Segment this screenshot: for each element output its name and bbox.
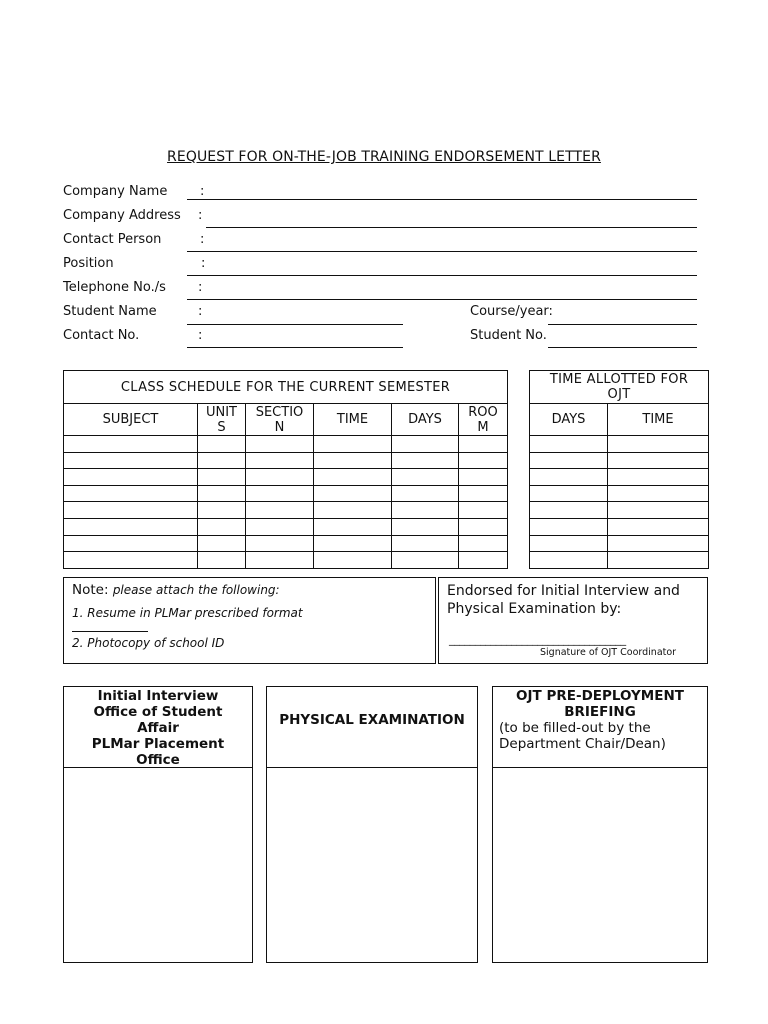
col-room bbox=[459, 404, 508, 436]
col-room-line1: ROO bbox=[468, 404, 498, 420]
initial-interview-line5: Office bbox=[136, 752, 180, 768]
table-cell[interactable] bbox=[608, 436, 709, 453]
table-cell[interactable] bbox=[392, 535, 459, 552]
note-label: Note: bbox=[72, 582, 109, 598]
col-units-line2: S bbox=[217, 419, 226, 435]
table-cell[interactable] bbox=[198, 469, 246, 486]
table-cell[interactable] bbox=[64, 552, 198, 569]
signature-caption: Signature of OJT Coordinator bbox=[540, 647, 677, 658]
table-row bbox=[64, 535, 508, 552]
company-address-label: Company Address bbox=[63, 208, 181, 223]
col-section-line1: SECTIO bbox=[255, 404, 304, 420]
table-cell[interactable] bbox=[246, 518, 314, 535]
table-cell[interactable] bbox=[314, 436, 392, 453]
table-cell[interactable] bbox=[530, 452, 608, 469]
initial-interview-line1: Initial Interview bbox=[97, 688, 219, 704]
table-cell[interactable] bbox=[459, 436, 508, 453]
table-row bbox=[530, 518, 709, 535]
note-intro: please attach the following: bbox=[112, 583, 280, 597]
class-schedule-heading: CLASS SCHEDULE FOR THE CURRENT SEMESTER bbox=[64, 371, 508, 404]
table-cell[interactable] bbox=[314, 552, 392, 569]
table-cell[interactable] bbox=[608, 518, 709, 535]
ojt-time-heading-line1: TIME ALLOTTED FOR bbox=[549, 372, 689, 387]
pre-deployment-line2: BRIEFING bbox=[564, 704, 636, 720]
table-row bbox=[530, 535, 709, 552]
colon: : bbox=[201, 256, 206, 271]
table-row bbox=[64, 502, 508, 519]
table-cell[interactable] bbox=[530, 469, 608, 486]
table-cell[interactable] bbox=[246, 469, 314, 486]
table-cell[interactable] bbox=[459, 452, 508, 469]
col-units bbox=[198, 404, 246, 436]
pre-deployment-line3: (to be filled-out by the bbox=[499, 720, 651, 736]
table-row bbox=[530, 452, 709, 469]
table-row bbox=[64, 518, 508, 535]
table-row bbox=[530, 469, 709, 486]
table-cell[interactable] bbox=[314, 518, 392, 535]
table-cell[interactable] bbox=[530, 535, 608, 552]
table-cell[interactable] bbox=[246, 485, 314, 502]
table-cell[interactable] bbox=[314, 469, 392, 486]
page-title: REQUEST FOR ON-THE-JOB TRAINING ENDORSEMENT LETTER bbox=[167, 149, 601, 165]
table-cell[interactable] bbox=[530, 502, 608, 519]
col-room-line2: M bbox=[477, 419, 489, 435]
student-name-label: Student Name bbox=[63, 304, 157, 319]
physical-examination-box bbox=[266, 686, 478, 963]
table-cell[interactable] bbox=[314, 535, 392, 552]
position-label: Position bbox=[63, 256, 114, 271]
student-name-field[interactable] bbox=[187, 324, 403, 325]
physical-examination-header: PHYSICAL EXAMINATION bbox=[267, 687, 477, 768]
table-row bbox=[64, 485, 508, 502]
table-cell[interactable] bbox=[608, 452, 709, 469]
table-cell[interactable] bbox=[198, 436, 246, 453]
table-row bbox=[530, 502, 709, 519]
col-time: TIME bbox=[314, 404, 392, 436]
endorsement-line1: Endorsed for Initial Interview and bbox=[447, 583, 680, 599]
table-cell[interactable] bbox=[608, 469, 709, 486]
table-cell[interactable] bbox=[314, 452, 392, 469]
table-cell[interactable] bbox=[392, 452, 459, 469]
colon: : bbox=[198, 208, 203, 223]
telephone-label: Telephone No./s bbox=[63, 280, 166, 295]
table-row bbox=[530, 552, 709, 569]
table-cell[interactable] bbox=[459, 518, 508, 535]
table-cell[interactable] bbox=[246, 502, 314, 519]
endorsement-box bbox=[438, 577, 708, 664]
table-cell[interactable] bbox=[64, 502, 198, 519]
table-cell[interactable] bbox=[608, 485, 709, 502]
col-section-line2: N bbox=[274, 419, 285, 435]
table-cell[interactable] bbox=[459, 485, 508, 502]
note-item-2: 2. Photocopy of school ID bbox=[72, 636, 225, 650]
table-cell[interactable] bbox=[64, 518, 198, 535]
note-box bbox=[63, 577, 436, 664]
ojt-time-heading bbox=[530, 371, 709, 404]
colon: : bbox=[198, 328, 203, 343]
initial-interview-header bbox=[64, 687, 252, 768]
initial-interview-box bbox=[63, 686, 253, 963]
table-cell[interactable] bbox=[246, 552, 314, 569]
table-cell[interactable] bbox=[392, 469, 459, 486]
student-no-label: Student No. bbox=[470, 328, 547, 343]
note-blank-line bbox=[72, 631, 148, 632]
table-cell[interactable] bbox=[459, 502, 508, 519]
table-cell[interactable] bbox=[392, 518, 459, 535]
table-cell[interactable] bbox=[246, 535, 314, 552]
pre-deployment-box bbox=[492, 686, 708, 963]
col-days: DAYS bbox=[392, 404, 459, 436]
company-address-field[interactable] bbox=[206, 227, 697, 228]
ojt-time-table bbox=[529, 370, 709, 569]
table-cell[interactable] bbox=[314, 485, 392, 502]
table-cell[interactable] bbox=[392, 485, 459, 502]
class-schedule-table bbox=[63, 370, 508, 569]
course-year-label: Course/year: bbox=[470, 304, 553, 319]
table-cell[interactable] bbox=[530, 485, 608, 502]
table-cell[interactable] bbox=[64, 436, 198, 453]
table-cell[interactable] bbox=[530, 436, 608, 453]
table-cell[interactable] bbox=[392, 436, 459, 453]
table-cell[interactable] bbox=[198, 518, 246, 535]
colon: : bbox=[200, 184, 205, 199]
table-cell[interactable] bbox=[314, 502, 392, 519]
table-cell[interactable] bbox=[608, 535, 709, 552]
colon: : bbox=[198, 304, 203, 319]
table-cell[interactable] bbox=[64, 469, 198, 486]
table-row bbox=[64, 469, 508, 486]
table-row bbox=[64, 452, 508, 469]
pre-deployment-line1: OJT PRE-DEPLOYMENT bbox=[516, 688, 684, 704]
table-cell[interactable] bbox=[530, 552, 608, 569]
table-cell[interactable] bbox=[530, 518, 608, 535]
table-row bbox=[530, 436, 709, 453]
telephone-field[interactable] bbox=[187, 299, 697, 300]
pre-deployment-line4: Department Chair/Dean) bbox=[499, 736, 666, 752]
endorsement-line2: Physical Examination by: bbox=[447, 601, 622, 617]
initial-interview-line4: PLMar Placement bbox=[91, 736, 225, 752]
note-item-1: 1. Resume in PLMar prescribed format bbox=[72, 606, 303, 620]
student-no-field[interactable] bbox=[548, 347, 697, 348]
col-days: DAYS bbox=[530, 404, 608, 436]
pre-deployment-title bbox=[493, 688, 707, 720]
company-name-field[interactable] bbox=[187, 199, 697, 200]
course-year-field[interactable] bbox=[548, 324, 697, 325]
table-row bbox=[530, 485, 709, 502]
table-cell[interactable] bbox=[64, 535, 198, 552]
table-cell[interactable] bbox=[198, 452, 246, 469]
table-cell[interactable] bbox=[198, 535, 246, 552]
table-cell[interactable] bbox=[459, 535, 508, 552]
contact-no-field[interactable] bbox=[187, 347, 403, 348]
table-cell[interactable] bbox=[392, 552, 459, 569]
col-time: TIME bbox=[608, 404, 709, 436]
ojt-time-heading-line2: OJT bbox=[607, 387, 631, 402]
col-section bbox=[246, 404, 314, 436]
table-cell[interactable] bbox=[64, 485, 198, 502]
table-cell[interactable] bbox=[246, 436, 314, 453]
colon: : bbox=[200, 232, 205, 247]
pre-deployment-header bbox=[493, 687, 707, 768]
note-heading bbox=[72, 582, 280, 598]
col-subject: SUBJECT bbox=[64, 404, 198, 436]
table-cell[interactable] bbox=[608, 502, 709, 519]
pre-deployment-note bbox=[493, 720, 707, 752]
table-cell[interactable] bbox=[392, 502, 459, 519]
contact-person-field[interactable] bbox=[187, 251, 697, 252]
colon: : bbox=[198, 280, 203, 295]
table-cell[interactable] bbox=[459, 552, 508, 569]
col-units-line1: UNIT bbox=[205, 404, 237, 420]
position-field[interactable] bbox=[187, 275, 697, 276]
table-cell[interactable] bbox=[459, 469, 508, 486]
table-cell[interactable] bbox=[608, 552, 709, 569]
table-row bbox=[64, 552, 508, 569]
table-cell[interactable] bbox=[198, 485, 246, 502]
table-cell[interactable] bbox=[64, 452, 198, 469]
signature-line[interactable]: __________________________________ bbox=[449, 633, 626, 646]
table-cell[interactable] bbox=[198, 502, 246, 519]
initial-interview-line2: Office of Student bbox=[93, 704, 223, 720]
table-cell[interactable] bbox=[246, 452, 314, 469]
contact-person-label: Contact Person bbox=[63, 232, 162, 247]
company-name-label: Company Name bbox=[63, 184, 168, 199]
contact-no-label: Contact No. bbox=[63, 328, 140, 343]
initial-interview-line3: Affair bbox=[137, 720, 179, 736]
table-cell[interactable] bbox=[198, 552, 246, 569]
table-row bbox=[64, 436, 508, 453]
endorsement-text bbox=[447, 582, 680, 618]
